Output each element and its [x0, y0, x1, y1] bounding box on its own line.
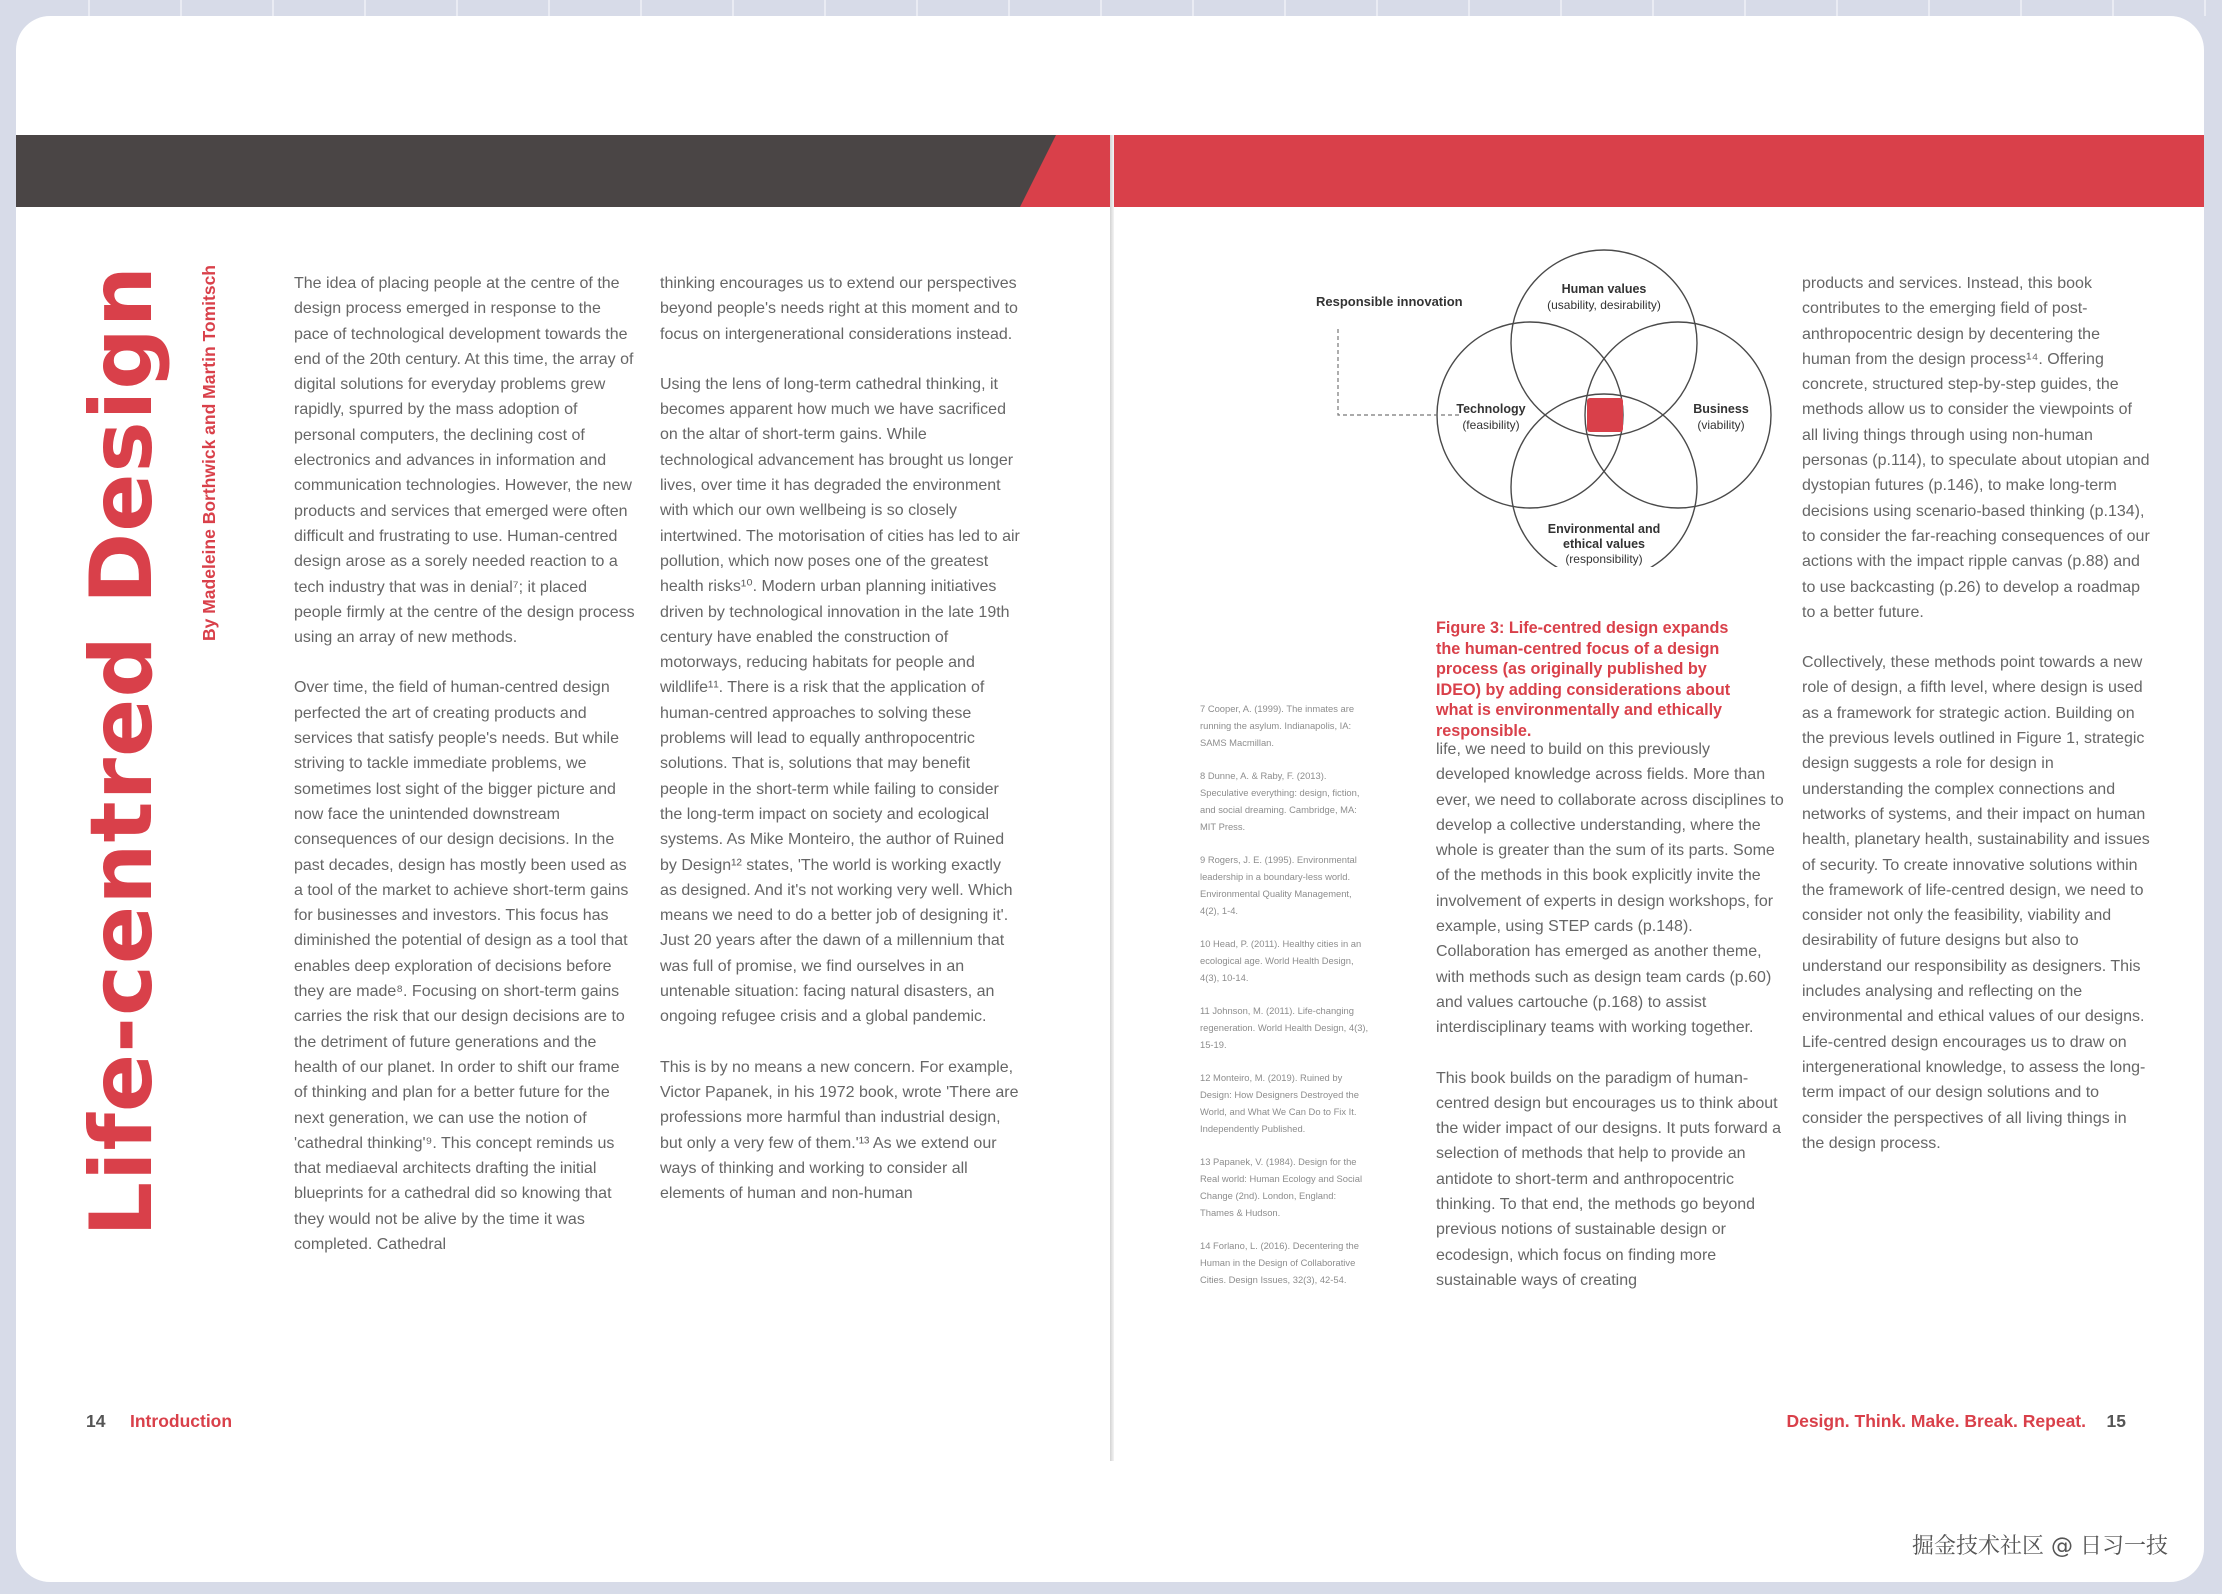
label-business-sub: (viability) — [1697, 418, 1745, 432]
text-column-4 — [1802, 271, 2152, 1181]
footnote: 10 Head, P. (2011). Healthy cities in an ecological age. World Health Design, 4(3), 10-14. — [1200, 938, 1362, 983]
label-business: Business — [1693, 402, 1749, 416]
left-header-band — [16, 135, 1110, 207]
paragraph: Over time, the field of human-centred design perfected the art of creating products and services that satisfy people's needs. But while striving to tackle immediate problems, we sometimes lost sight of the bigger picture and now face the unintended downstream consequences of our design decisions. In the past decades, design has mostly been used as a tool of the market to achieve short-term gains for businesses and investors. This focus has diminished the potential of design as a tool that enables deep exploration of decisions before they are made⁸. Focusing on short-term gains carries the risk that our design decisions are to the detriment of future generations and the health of our planet. In order to shift our frame of thinking and plan for a better future for the next generation, we can use the notion of 'cathedral thinking'⁹. This concept reminds us that mediaeval architects drafting the initial blueprints for a cathedral did so knowing that they would not be alive by the time it was completed. Cathedral — [294, 679, 629, 1253]
footnote: 12 Monteiro, M. (2019). Ruined by Design: How Designers Destroyed the World, and What We Can Do to Fix It. Independently Published. — [1200, 1072, 1359, 1134]
left-page — [16, 135, 1110, 1461]
paragraph: life, we need to build on this previously developed knowledge across fields. More than ever, we need to collaborate across disciplines to develop a collective understanding, where the whole is greater than the sum of its parts. Some of the methods in this book explicitly invite the involvement of experts in design workshops, for example, using STEP cards (p.148). Collaboration has emerged as another theme, with methods such as design team cards (p.60) and values cartouche (p.168) to assist interdisciplinary teams with working together. — [1436, 741, 1784, 1037]
text-column-1 — [294, 271, 636, 1282]
screenshot-card — [16, 16, 2204, 1582]
paragraph: Collectively, these methods point towards a new role of design, a fifth level, where design is used as a framework for strategic action. Building on the previous levels outlined in Figure 1, strategic design suggests a role for design in understanding the complex connections and networks of systems, and their impact on human health, planetary health, sustainability and issues of security. To create innovative solutions within the framework of life-centred design, we need to consider not only the feasibility, viability and desirability of future designs but also to understand our responsibility as designers. This includes analysing and reflecting on the environmental and ethical values of our designs. Life-centred design encourages us to draw on intergenerational knowledge, to assess the long-term impact of our design solutions and to consider the perspectives of all living things in the design process. — [1802, 654, 2150, 1152]
running-title: Design. Think. Make. Break. Repeat. — [1786, 1411, 2086, 1431]
footnote: 8 Dunne, A. & Raby, F. (2013). Speculative everything: design, fiction, and social dreaming. Cambridge, MA: MIT Press. — [1200, 770, 1360, 832]
paragraph: thinking encourages us to extend our perspectives beyond people's needs right at this moment and to focus on intergenerational considerations instead. — [660, 275, 1018, 343]
label-env-2: ethical values — [1563, 537, 1645, 551]
footnotes — [1200, 700, 1370, 1304]
paragraph: The idea of placing people at the centre of the design process emerged in response to the pace of technological development towards the end of the 20th century. At this time, the array of digital solutions for everyday problems grew rapidly, spurred by the mass adoption of personal computers, the declining cost of electronics and advances in information and communication technologies. However, the new products and services that emerged were often difficult and frustrating to use. Human-centred design arose as a sorely needed reaction to a tech industry that was in denial⁷; it placed people firmly at the centre of the design process using an array of new methods. — [294, 275, 635, 647]
author-byline: By Madeleine Borthwick and Martin Tomitsch — [198, 265, 219, 641]
page-number-right: 15 — [2106, 1411, 2126, 1431]
footnote: 7 Cooper, A. (1999). The inmates are running the asylum. Indianapolis, IA: SAMS Macmillan. — [1200, 703, 1355, 748]
centre-square — [1587, 398, 1623, 432]
label-technology-sub: (feasibility) — [1462, 418, 1520, 432]
footnote: 14 Forlano, L. (2016). Decentering the Human in the Design of Collaborative Cities. Design Issues, 32(3), 42-54. — [1200, 1240, 1359, 1285]
label-responsible: Responsible innovation — [1316, 294, 1463, 309]
chapter-title: Life-centred Design — [72, 265, 172, 1237]
paragraph: This is by no means a new concern. For example, Victor Papanek, in his 1972 book, wrote 'There are professions more harmful than industrial design, but only a very few of them.'¹³ As we extend our ways of thinking and working to consider all elements of human and non-human — [660, 1058, 1019, 1203]
label-human-values: Human values — [1561, 282, 1647, 296]
label-env-3: (responsibility) — [1565, 552, 1643, 566]
paragraph: Using the lens of long-term cathedral thinking, it becomes apparent how much we have sacrificed on the altar of short-term gains. While technological advancement has brought us longer lives, over time it has degraded the environment with which our own wellbeing is so closely intertwined. The motorisation of cities has led to air pollution, which now poses one of the greatest health risks¹⁰. Modern urban planning initiatives driven by technological innovation in the late 19th century have enabled the construction of motorways, reducing habitats for people and wildlife¹¹. There is a risk that the application of human-centred approaches to solving these problems will lead to equally anthropocentric solutions. That is, solutions that may benefit people in the short-term while failing to consider the long-term impact on society and ecological systems. As Mike Monteiro, the author of Ruined by Design¹² states, 'The world is working exactly as designed. And it's not working very well. Which means we need to do a better job of designing it'. Just 20 years after the dawn of a millennium that was full of promise, we find ourselves in an untenable situation: facing natural disasters, an ongoing refugee crisis and a global pandemic. — [660, 375, 1020, 1026]
dashed-connector — [1338, 329, 1461, 415]
text-column-3 — [1436, 737, 1786, 1318]
paragraph: products and services. Instead, this book contributes to the emerging field of post-anthropocentric design by decentering the human from the design process¹⁴. Offering concrete, structured step-by-step guides, the methods allow us to consider the viewpoints of all living things through using non-human personas (p.114), to speculate about utopian and dystopian futures (p.146), to make long-term decisions using scenario-based thinking (p.134), to consider the far-reaching consequences of our actions with the impact ripple canvas (p.88) and to use backcasting (p.26) to develop a roadmap to a better future. — [1802, 275, 2150, 621]
watermark: 掘金技术社区 @ 日习一技 — [1912, 1534, 2168, 1559]
label-env-1: Environmental and — [1547, 522, 1661, 536]
label-technology: Technology — [1456, 402, 1526, 416]
section-label: Introduction — [130, 1411, 233, 1431]
right-header-band — [1114, 135, 2204, 207]
paragraph: This book builds on the paradigm of human-centred design but encourages us to think about the wider impact of our designs. It puts forward a selection of methods that help to provide an antidote to short-term and anthropocentric thinking. To that end, the methods go beyond previous notions of sustainable design or ecodesign, which focus on finding more sustainable ways of creating — [1436, 1069, 1782, 1289]
figure-caption: Figure 3: Life-centred design expands the human-centred focus of a design process (as originally published by IDEO) by adding considerations about what is environmentally and ethically responsible. — [1436, 619, 1731, 740]
top-strip — [0, 0, 2222, 16]
text-column-2 — [660, 271, 1022, 1231]
venn-diagram — [1286, 247, 1786, 567]
red-wedge — [1020, 135, 1110, 207]
right-page — [1114, 135, 2204, 1461]
label-human-values-sub: (usability, desirability) — [1547, 298, 1661, 312]
footnote: 9 Rogers, J. E. (1995). Environmental leadership in a boundary-less world. Environmental Quality Management, 4(2), 1-4. — [1200, 854, 1357, 916]
page-number-left: 14 — [86, 1411, 106, 1431]
footnote: 13 Papanek, V. (1984). Design for the Real world: Human Ecology and Social Change (2nd). London, England: Thames & Hudson. — [1200, 1156, 1363, 1218]
footnote: 11 Johnson, M. (2011). Life-changing regeneration. World Health Design, 4(3), 15-19. — [1200, 1005, 1369, 1050]
